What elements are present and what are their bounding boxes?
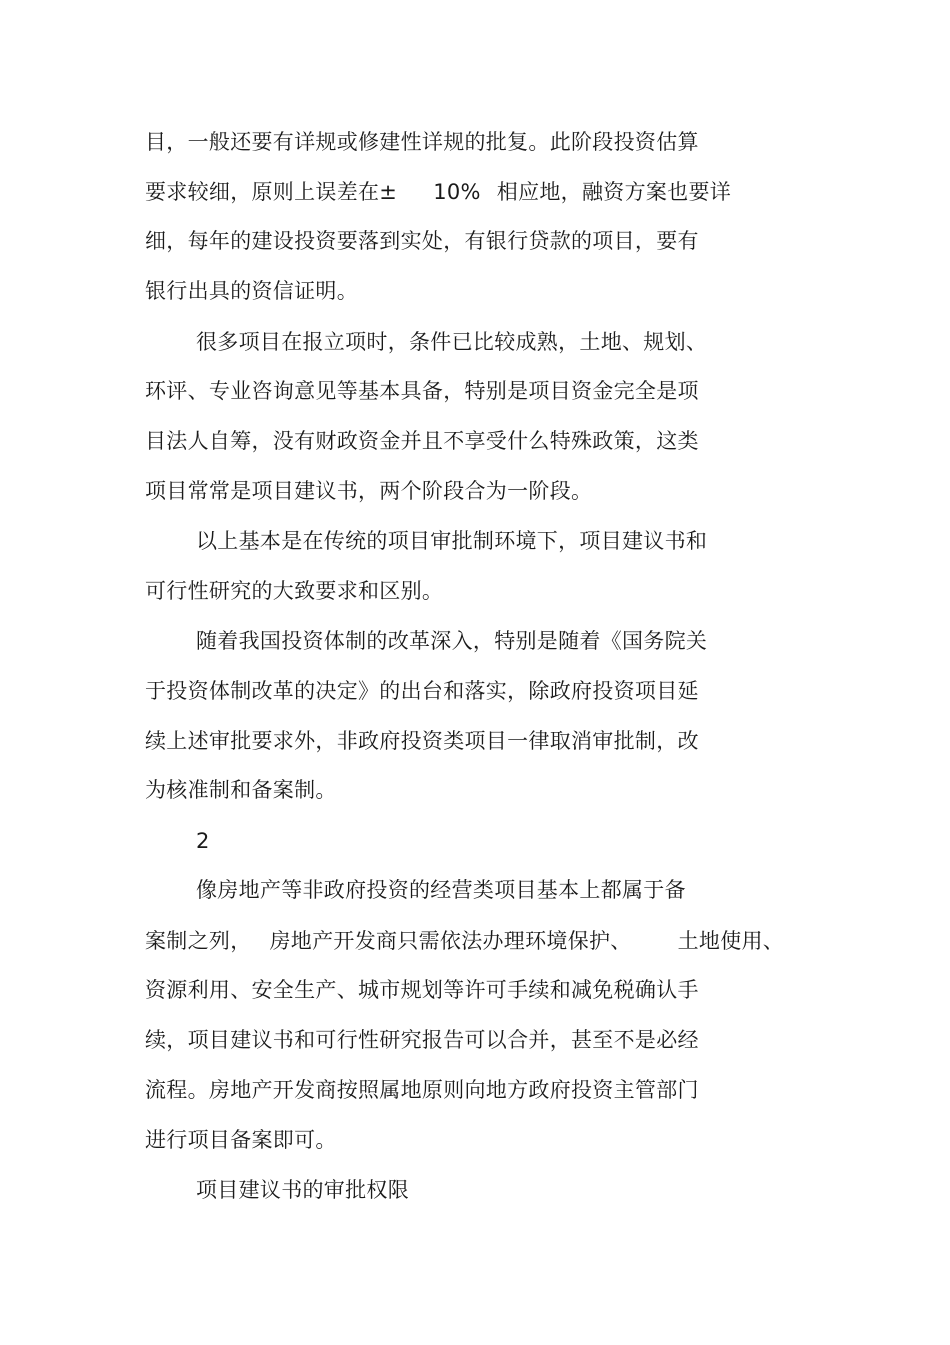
paragraph-3-line-2: 可行性研究的大致要求和区别。 xyxy=(145,579,444,603)
paragraph-4-line-2: 于投资体制改革的决定》的出台和落实，除政府投资项目延 xyxy=(145,679,699,703)
paragraph-5-line-6: 进行项目备案即可。 xyxy=(145,1128,337,1152)
paragraph-2-line-1: 很多项目在报立项时，条件已比较成熟，土地、规划、 xyxy=(196,330,708,354)
paragraph-2-line-3: 目法人自筹，没有财政资金并且不享受什么特殊政策，这类 xyxy=(145,429,699,453)
paragraph-5-line-2 xyxy=(145,927,784,955)
paragraph-5-line-1: 像房地产等非政府投资的经营类项目基本上都属于备 xyxy=(196,878,686,902)
paragraph-1-line-2-text-a: 要求较细，原则上误差在± xyxy=(145,180,398,204)
paragraph-2-line-4: 项目常常是项目建议书，两个阶段合为一阶段。 xyxy=(145,479,593,503)
section-number: 2 xyxy=(196,829,210,853)
paragraph-1-line-4: 银行出具的资信证明。 xyxy=(145,279,358,303)
paragraph-4-line-4: 为核准制和备案制。 xyxy=(145,778,337,802)
paragraph-5-line-2-text-a: 案制之列， xyxy=(145,929,252,953)
paragraph-5-line-4: 续，项目建议书和可行性研究报告可以合并，甚至不是必经 xyxy=(145,1028,699,1052)
paragraph-5-line-5: 流程。房地产开发商按照属地原则向地方政府投资主管部门 xyxy=(145,1078,699,1102)
paragraph-3-line-1: 以上基本是在传统的项目审批制环境下，项目建议书和 xyxy=(196,529,708,553)
section-heading: 项目建议书的审批权限 xyxy=(196,1178,409,1202)
paragraph-1-line-2-text-c: 相应地，融资方案也要详 xyxy=(496,180,732,204)
paragraph-1-line-3: 细，每年的建设投资要落到实处，有银行贷款的项目，要有 xyxy=(145,229,699,253)
paragraph-2-line-2: 环评、专业咨询意见等基本具备，特别是项目资金完全是项 xyxy=(145,379,699,403)
paragraph-1-line-1: 目，一般还要有详规或修建性详规的批复。此阶段投资估算 xyxy=(145,130,699,154)
paragraph-5-line-3: 资源利用、安全生产、城市规划等许可手续和减免税确认手 xyxy=(145,978,699,1002)
paragraph-1-line-2 xyxy=(145,178,731,206)
paragraph-4-line-1: 随着我国投资体制的改革深入，特别是随着《国务院关 xyxy=(196,629,708,653)
paragraph-4-line-3: 续上述审批要求外，非政府投资类项目一律取消审批制，改 xyxy=(145,729,699,753)
paragraph-5-line-2-text-c: 土地使用、 xyxy=(677,929,785,953)
percentage-value: 10% xyxy=(433,180,481,204)
paragraph-5-line-2-text-b: 房地产开发商只需依法办理环境保护、 xyxy=(269,929,632,953)
